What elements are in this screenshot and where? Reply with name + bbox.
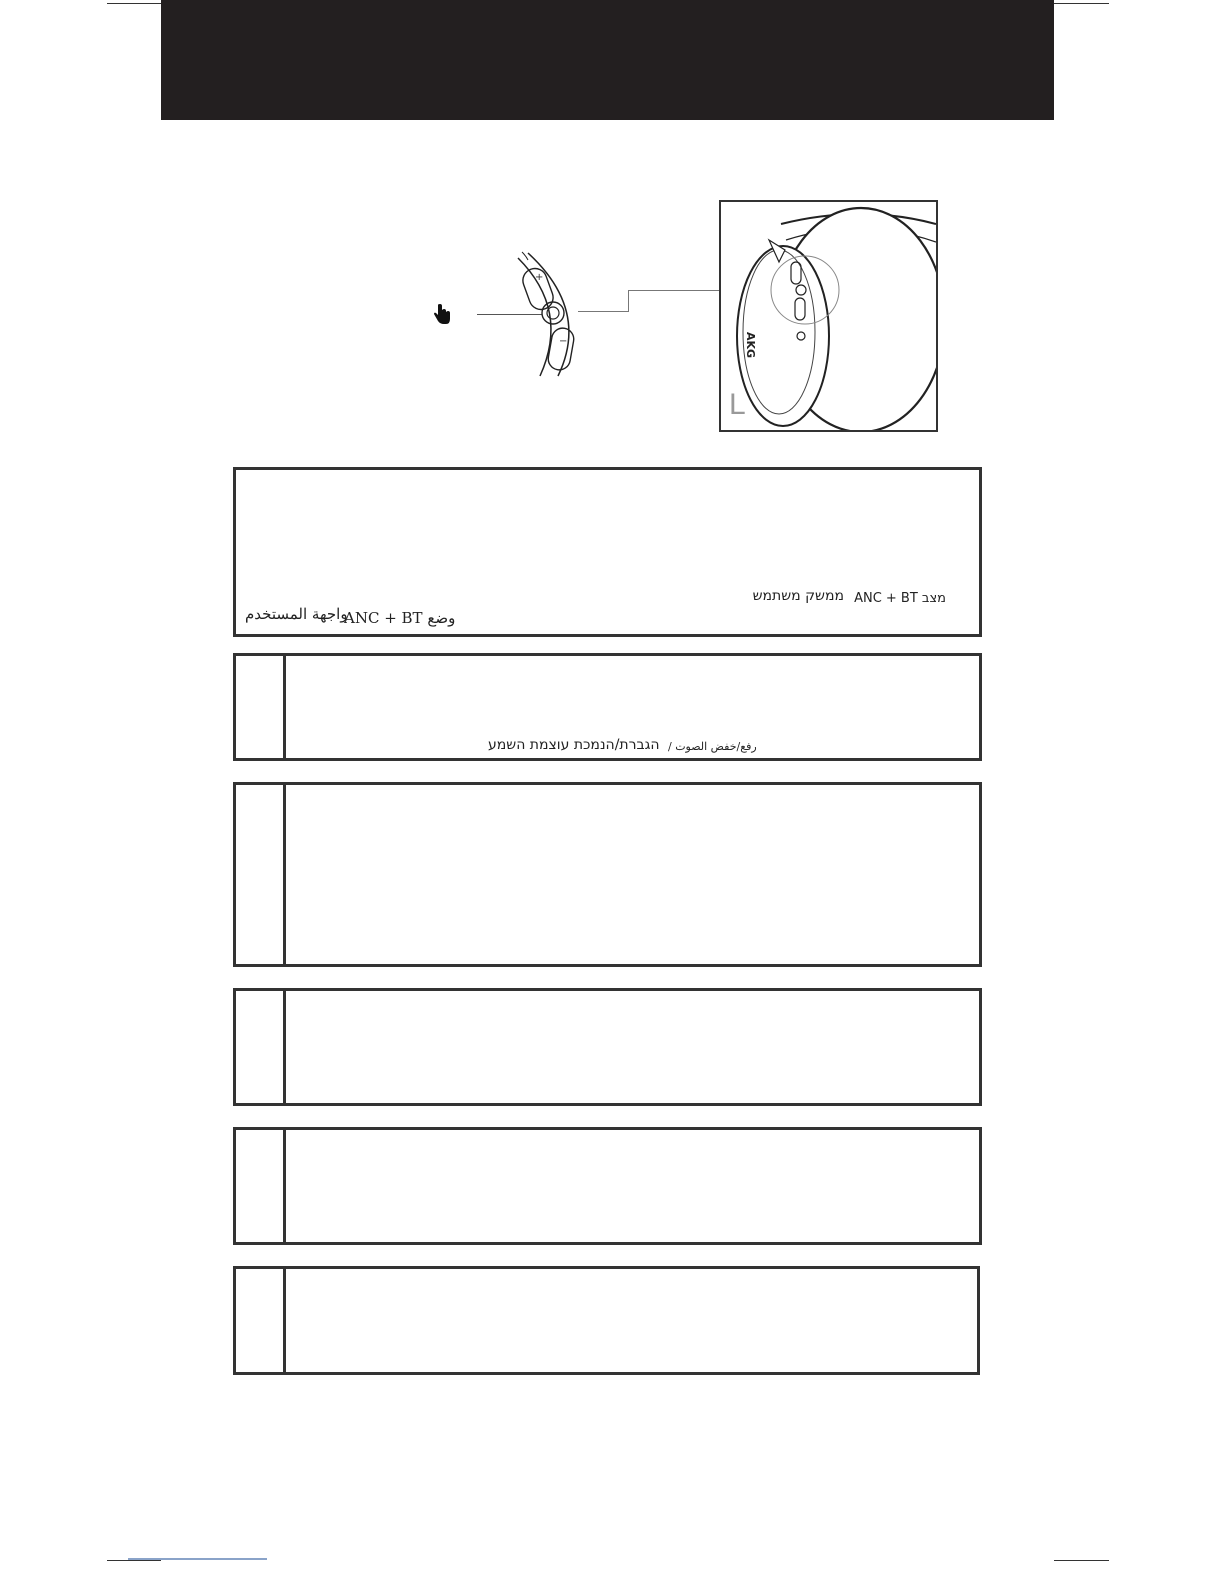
control-closeup-illustration xyxy=(500,250,600,385)
crop-mark-bottom-left xyxy=(107,1560,161,1561)
icon-column-divider xyxy=(283,1269,286,1372)
control-row-box-5 xyxy=(233,1127,982,1245)
hebrew-ui-label: ממשק משתמש xyxy=(752,588,844,604)
arabic-ui-label: واجهة المستخدم xyxy=(245,605,348,623)
headphone-image-frame xyxy=(719,200,938,432)
header-bar xyxy=(161,0,1054,120)
hand-press-icon xyxy=(432,303,452,325)
hebrew-volume-text: הגברת/הנמכת עוצמת השמע xyxy=(488,737,660,753)
side-indicator-L: L xyxy=(729,388,746,421)
connector-line-b xyxy=(628,290,629,312)
connector-line-a xyxy=(578,311,629,312)
icon-column-divider xyxy=(283,1130,286,1242)
arabic-volume-text: رفع/خفض الصوت / xyxy=(668,740,757,753)
icon-column-divider xyxy=(283,785,286,964)
brand-logo-text: AKG xyxy=(744,332,757,359)
control-row-box-4 xyxy=(233,988,982,1106)
crop-mark-top-left xyxy=(107,3,161,4)
bottom-link-underline xyxy=(128,1558,267,1560)
control-row-box-6 xyxy=(233,1266,980,1375)
icon-column-divider xyxy=(283,656,286,758)
plus-button-label: + xyxy=(535,272,544,283)
headphone-illustration xyxy=(721,202,936,430)
control-row-box-3 xyxy=(233,782,982,967)
ui-summary-box xyxy=(233,467,982,637)
crop-mark-bottom-right xyxy=(1054,1560,1109,1561)
icon-column-divider xyxy=(283,991,286,1103)
hebrew-mode-label: מצב ANC + BT xyxy=(854,591,946,606)
minus-button-label: − xyxy=(559,336,568,347)
volume-control-box xyxy=(233,653,982,761)
crop-mark-top-right xyxy=(1054,3,1109,4)
arabic-mode-label: وضع ANC + BT xyxy=(344,609,456,627)
